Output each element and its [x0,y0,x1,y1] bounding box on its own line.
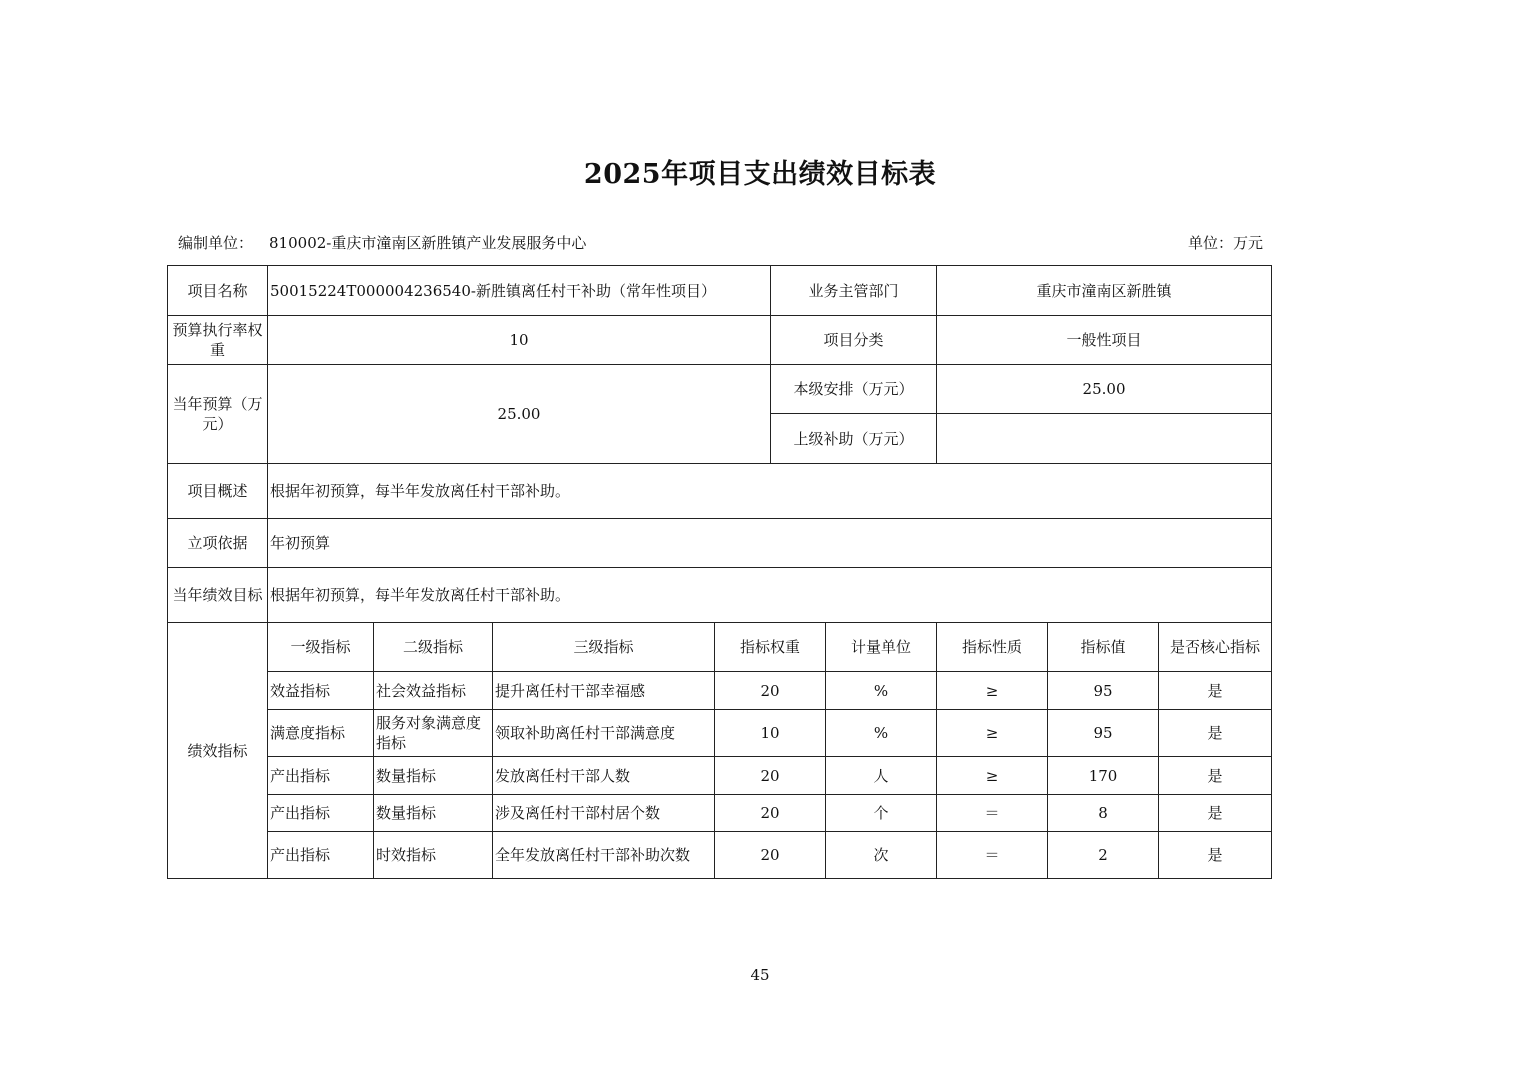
level2-cell: 数量指标 [374,795,493,832]
project-name-label: 项目名称 [168,266,268,316]
upper-subsidy-value [937,414,1272,464]
table-row [168,672,1272,710]
value-cell: 95 [1048,710,1159,757]
project-overview-label: 项目概述 [168,464,268,519]
value-cell: 95 [1048,672,1159,710]
header-level1: 一级指标 [268,623,374,672]
currency-unit: 单位：万元 [1188,234,1264,252]
compiling-unit-value: 810002-重庆市潼南区新胜镇产业发展服务中心 [269,234,587,252]
value-cell: 8 [1048,795,1159,832]
unit-cell: % [826,710,937,757]
weight-cell: 20 [715,832,826,879]
department-value: 重庆市潼南区新胜镇 [937,266,1272,316]
nature-cell: ≥ [937,710,1048,757]
unit-cell: 个 [826,795,937,832]
level1-cell: 满意度指标 [268,710,374,757]
weight-cell: 20 [715,795,826,832]
project-category-label: 项目分类 [771,316,937,365]
project-overview-value: 根据年初预算，每半年发放离任村干部补助。 [268,464,1272,519]
value-cell: 170 [1048,757,1159,795]
core-cell: 是 [1159,672,1272,710]
core-cell: 是 [1159,832,1272,879]
header-value: 指标值 [1048,623,1159,672]
unit-cell: 人 [826,757,937,795]
level2-cell: 服务对象满意度指标 [374,710,493,757]
nature-cell: ＝ [937,795,1048,832]
header-unit: 计量单位 [826,623,937,672]
nature-cell: ≥ [937,672,1048,710]
header-level3: 三级指标 [493,623,715,672]
table-row [168,832,1272,879]
compiling-unit [178,232,586,253]
annual-goal-value: 根据年初预算，每半年发放离任村干部补助。 [268,568,1272,623]
header-level2: 二级指标 [374,623,493,672]
level3-cell: 提升离任村干部幸福感 [493,672,715,710]
local-allocation-value: 25.00 [937,365,1272,414]
level1-cell: 产出指标 [268,832,374,879]
level2-cell: 社会效益指标 [374,672,493,710]
level3-cell: 涉及离任村干部村居个数 [493,795,715,832]
page-title: 2025年项目支出绩效目标表 [583,159,937,190]
execution-weight-label: 预算执行率权重 [168,316,268,365]
weight-cell: 20 [715,672,826,710]
upper-subsidy-label: 上级补助（万元） [771,414,937,464]
project-name-value: 50015224T000004236540-新胜镇离任村干补助（常年性项目） [268,266,771,316]
value-cell: 2 [1048,832,1159,879]
nature-cell: ＝ [937,832,1048,879]
level2-cell: 数量指标 [374,757,493,795]
level2-cell: 时效指标 [374,832,493,879]
table-row [168,757,1272,795]
level1-cell: 产出指标 [268,757,374,795]
level3-cell: 全年发放离任村干部补助次数 [493,832,715,879]
indicators-section-label: 绩效指标 [168,623,268,879]
local-allocation-label: 本级安排（万元） [771,365,937,414]
table-row [168,795,1272,832]
level1-cell: 效益指标 [268,672,374,710]
annual-budget-value: 25.00 [268,365,771,464]
core-cell: 是 [1159,795,1272,832]
level1-cell: 产出指标 [268,795,374,832]
compiling-unit-label: 编制单位： [178,234,254,252]
table-row [168,710,1272,757]
nature-cell: ≥ [937,757,1048,795]
weight-cell: 20 [715,757,826,795]
core-cell: 是 [1159,757,1272,795]
unit-cell: % [826,672,937,710]
project-category-value: 一般性项目 [937,316,1272,365]
project-basis-value: 年初预算 [268,519,1272,568]
unit-cell: 次 [826,832,937,879]
header-nature: 指标性质 [937,623,1048,672]
performance-target-table [167,265,1272,879]
department-label: 业务主管部门 [771,266,937,316]
execution-weight-value: 10 [268,316,771,365]
page-number: 45 [750,966,770,984]
level3-cell: 发放离任村干部人数 [493,757,715,795]
weight-cell: 10 [715,710,826,757]
core-cell: 是 [1159,710,1272,757]
header-weight: 指标权重 [715,623,826,672]
annual-budget-label: 当年预算（万元） [168,365,268,464]
level3-cell: 领取补助离任村干部满意度 [493,710,715,757]
header-core: 是否核心指标 [1159,623,1272,672]
annual-goal-label: 当年绩效目标 [168,568,268,623]
project-basis-label: 立项依据 [168,519,268,568]
